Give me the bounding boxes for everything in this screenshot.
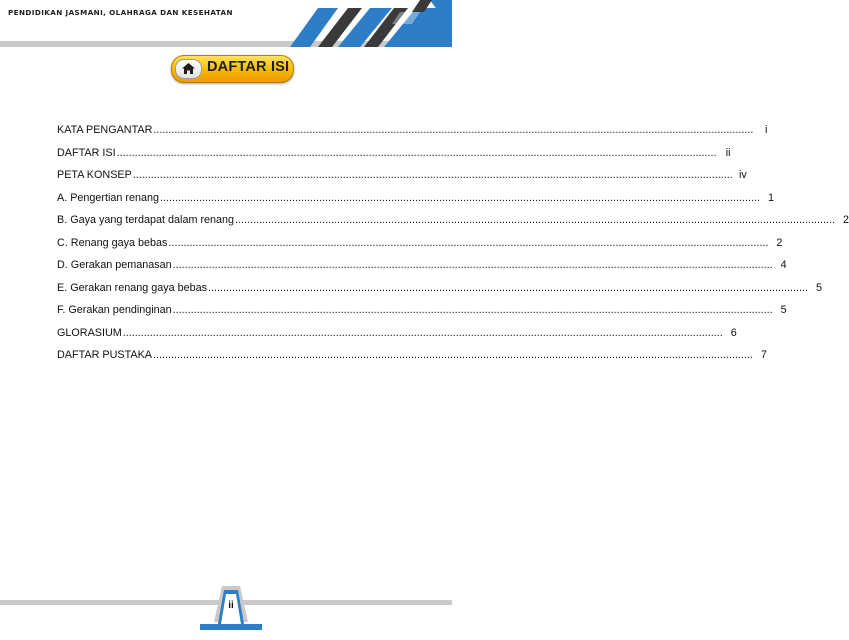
- toc-dot-leader: ........................................................................................................................................................................................................: [160, 191, 760, 204]
- toc-dot-leader: ........................................................................................................................................................................................................: [116, 146, 717, 159]
- toc-entry[interactable]: [57, 236, 783, 260]
- toc-dot-leader: ........................................................................................................................................................................................................: [132, 169, 733, 181]
- toc-entry-label: E. Gerakan renang gaya bebas: [57, 281, 208, 294]
- home-icon: [182, 63, 195, 74]
- page-title: DAFTAR ISI: [207, 59, 290, 75]
- header-subject-title: PENDIDIKAN JASMANI, OLAHRAGA DAN KESEHATAN: [8, 8, 233, 17]
- page-number: ii: [228, 600, 234, 611]
- toc-entry-label: F. Gerakan pendinginan: [57, 304, 172, 316]
- toc-entry-page: 2: [843, 214, 849, 226]
- toc-entry-label: D. Gerakan pemanasan: [57, 259, 172, 271]
- toc-entry[interactable]: [57, 259, 787, 282]
- toc-entry[interactable]: [57, 349, 767, 372]
- title-banner: [171, 55, 294, 83]
- toc-entry-page: 7: [760, 349, 767, 361]
- toc-dot-leader: ........................................................................................................................................................................................................: [153, 124, 754, 136]
- toc-entry-page: iv: [738, 169, 747, 181]
- toc-entry-label: B. Gaya yang terdapat dalam renang: [57, 214, 235, 226]
- toc-dot-leader: ........................................................................................................................................................................................................: [152, 349, 753, 361]
- toc-entry-page: i: [764, 124, 768, 136]
- toc-entry-page: 5: [816, 281, 823, 294]
- toc-entry-label: PETA KONSEP: [57, 169, 132, 181]
- toc-dot-leader: ........................................................................................................................................................................................................: [235, 214, 836, 226]
- toc-dot-leader: ........................................................................................................................................................................................................: [122, 326, 723, 339]
- toc-dot-leader: ........................................................................................................................................................................................................: [168, 236, 769, 249]
- toc-entry-label: KATA PENGANTAR: [57, 124, 153, 136]
- toc-entry[interactable]: [57, 326, 737, 350]
- toc-entry-label: DAFTAR ISI: [57, 146, 116, 159]
- toc-entry[interactable]: [57, 304, 787, 327]
- toc-entry-page: 1: [767, 191, 774, 204]
- toc-entry-page: 6: [730, 326, 737, 339]
- toc-entry-label: DAFTAR PUSTAKA: [57, 349, 152, 361]
- toc-entry-label: GLORASIUM: [57, 326, 122, 339]
- toc-entry-page: 2: [776, 236, 783, 249]
- toc-entry[interactable]: [57, 214, 849, 237]
- toc-entry-page: ii: [725, 146, 731, 159]
- toc-entry-label: A. Pengertian renang: [57, 191, 160, 204]
- toc-entry[interactable]: [57, 281, 823, 305]
- toc-entry-page: 4: [780, 259, 787, 271]
- toc-entry[interactable]: [57, 191, 774, 215]
- toc-dot-leader: ........................................................................................................................................................................................................: [172, 259, 773, 271]
- toc-entry[interactable]: [57, 146, 731, 170]
- table-of-contents: [57, 124, 849, 372]
- toc-entry-page: 5: [780, 304, 787, 316]
- toc-entry-label: C. Renang gaya bebas: [57, 236, 168, 249]
- toc-entry[interactable]: [57, 169, 747, 192]
- home-badge: [175, 59, 202, 79]
- toc-entry[interactable]: [57, 124, 768, 147]
- toc-dot-leader: ........................................................................................................................................................................................................: [172, 304, 773, 316]
- toc-dot-leader: ........................................................................................................................................................................................................: [208, 281, 809, 294]
